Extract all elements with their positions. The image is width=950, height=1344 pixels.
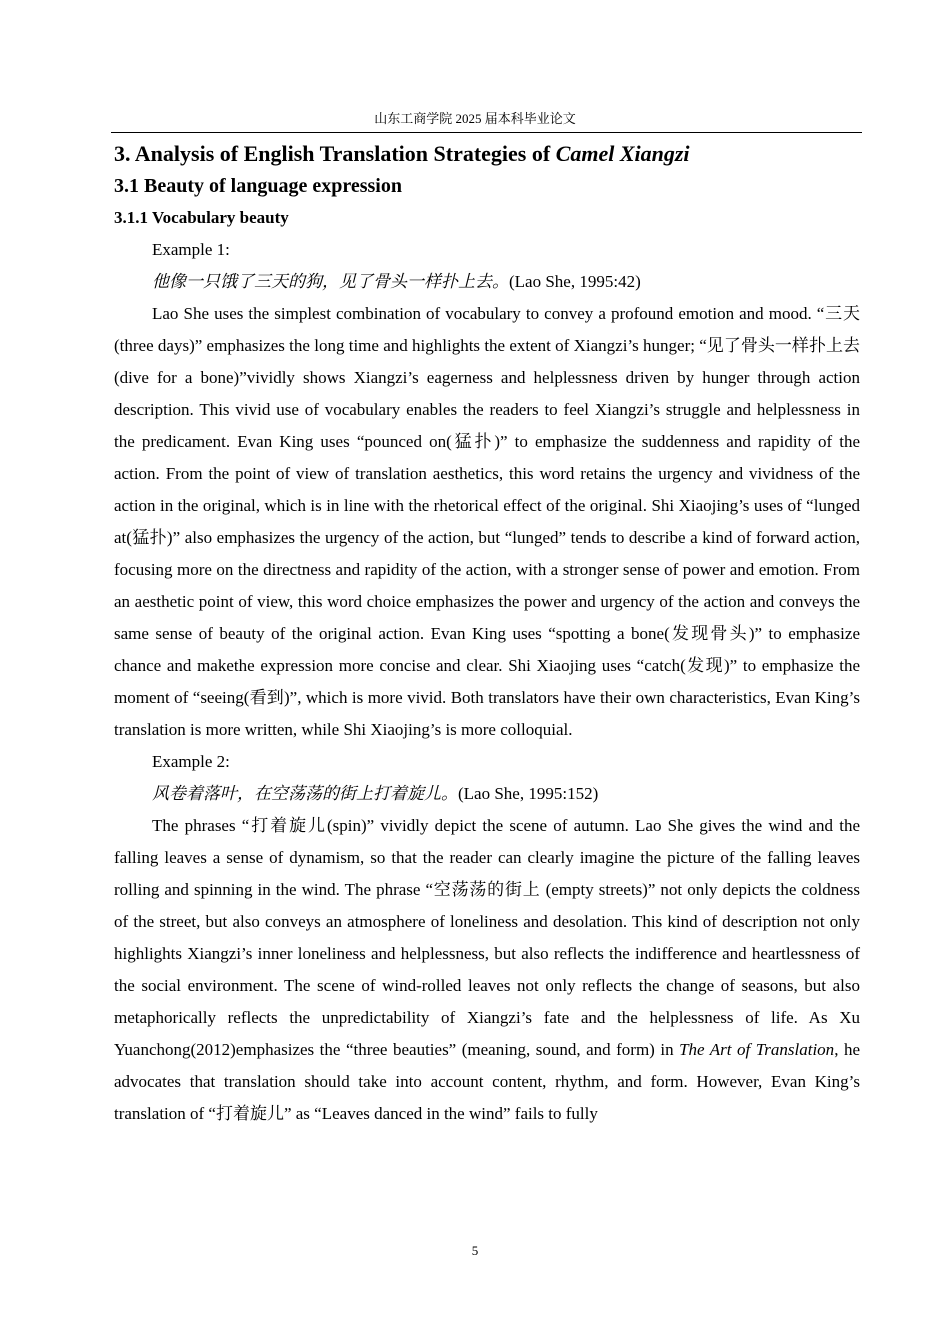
example-2-quote-line — [114, 778, 860, 810]
example-2-label: Example 2: — [152, 752, 230, 771]
example-2-citation: (Lao She, 1995:152) — [458, 784, 599, 803]
analysis-paragraph-2 — [114, 810, 860, 1130]
section-title-book: Camel Xiangzi — [555, 141, 690, 166]
paragraph-2-text-a: The phrases “打着旋儿(spin)” vividly depict the scene of autumn. Lao She gives the wind and the falling leaves a sense of dynamism, so that the reader can clearly imagine the picture of the falling leaves rolling and spinning in the wind. The phrase “空荡荡的街上 (empty streets)” not only depicts the coldness of the street, but also conveys an atmosphere of loneliness and desolation. This kind of description not only highlights Xiangzi’s inner loneliness and helplessness, but also reflects the indifference and heartlessness of the social environment. The scene of wind-rolled leaves not only reflects the change of seasons, but also metaphorically reflects the unpredictability of Xiangzi’s fate and the helplessness of life. As Xu Yuanchong(2012)emphasizes the “three beauties” (meaning, sound, and form) in — [114, 816, 860, 1059]
example-1-citation: (Lao She, 1995:42) — [509, 272, 641, 291]
example-1-quote-line — [114, 266, 860, 298]
analysis-paragraph-1: Lao She uses the simplest combination of vocabulary to convey a profound emotion and mood. “三天(three days)” emphasizes the long time and highlights the extent of Xiangzi’s hunger; “见了骨头一样扑上去(dive for a bone)”vividly shows Xiangzi’s eagerness and helplessness driven by hunger through action description. This vivid use of vocabulary enables the readers to feel Xiangzi’s struggle and helplessness in the predicament. Evan King uses “pounced on(猛扑)” to emphasize the suddenness and rapidity of the action. From the point of view of translation aesthetics, this word retains the urgency and vividness of the action in the original, which is in line with the rhetorical effect of the original. Shi Xiaojing’s uses of “lunged at(猛扑)” also emphasizes the urgency of the action, but “lunged” tends to describe a kind of forward action, focusing more on the directness and rapidity of the action, with a stronger sense of power and emotion. From an aesthetic point of view, this word choice emphasizes the power and urgency of the action and conveys the same sense of beauty of the original action. Evan King uses “spotting a bone(发现骨头)” to emphasize chance and makethe expression more concise and clear. Shi Xiaojing uses “catch(发现)” to emphasize the moment of “seeing(看到)”, which is more vivid. Both translators have their own characteristics, Evan King’s translation is more written, while Shi Xiaojing’s is more colloquial. — [114, 304, 860, 739]
section-title — [114, 138, 860, 170]
header-divider — [111, 132, 862, 133]
example-1-label: Example 1: — [152, 240, 230, 259]
section-title-text: 3. Analysis of English Translation Strategies of — [114, 141, 556, 166]
example-2-quote: 风卷着落叶，在空荡荡的街上打着旋儿。 — [152, 784, 458, 804]
paragraph-2-text-b: , he advocates that translation should take into account content, rhythm, and form. However, Evan King’s translation of “打着旋儿” as “Leaves danced in the wind” fails to fully — [114, 1040, 860, 1123]
example-1-quote: 他像一只饿了三天的狗，见了骨头一样扑上去。 — [152, 272, 509, 292]
page-body — [114, 138, 860, 1130]
page-number: 5 — [471, 1243, 479, 1258]
subsection-title: 3.1 Beauty of language expression — [114, 175, 402, 197]
paragraph-2-book-title: The Art of Translation — [679, 1040, 835, 1059]
running-header: 山东工商学院 2025 届本科毕业论文 — [374, 111, 576, 126]
subsubsection-title: 3.1.1 Vocabulary beauty — [114, 208, 289, 227]
